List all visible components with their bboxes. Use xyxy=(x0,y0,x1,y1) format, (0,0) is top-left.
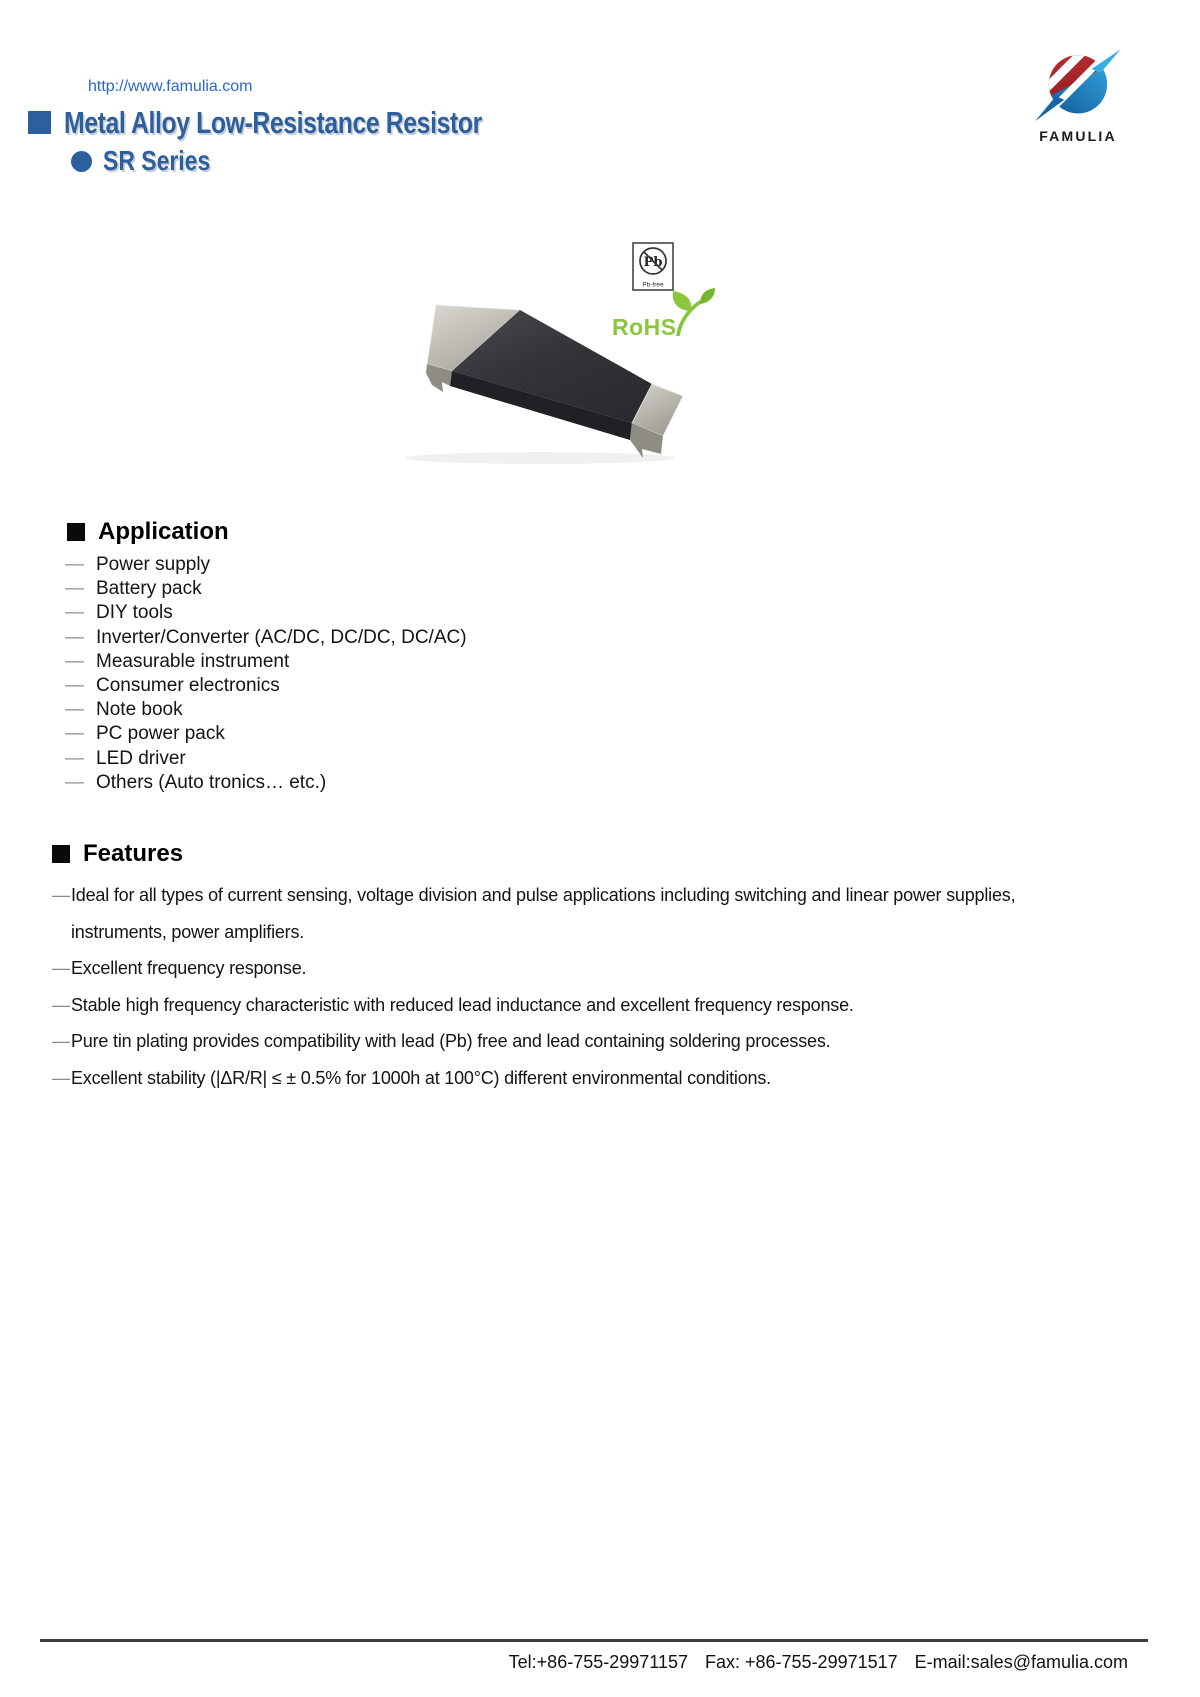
features-heading-row xyxy=(52,840,1047,868)
dash-bullet-icon: — xyxy=(65,747,84,769)
application-item: — Inverter/Converter (AC/DC, DC/DC, DC/AC) xyxy=(62,626,467,650)
application-item: — Note book xyxy=(62,698,467,722)
footer-fax: Fax: +86-755-29971517 xyxy=(705,1652,898,1672)
series-title-row xyxy=(71,145,234,177)
dash-bullet-icon: — xyxy=(52,1067,70,1088)
application-item: — Battery pack xyxy=(62,577,467,601)
application-section xyxy=(62,518,467,795)
application-heading-row xyxy=(67,518,467,546)
footer-divider xyxy=(40,1639,1148,1642)
application-heading: Application xyxy=(98,518,229,545)
dash-bullet-icon: — xyxy=(65,626,84,648)
application-item: — Others (Auto tronics… etc.) xyxy=(62,771,467,795)
application-item: — Power supply xyxy=(62,553,467,577)
footer-email[interactable]: E-mail:sales@famulia.com xyxy=(914,1652,1128,1672)
pb-free-icon xyxy=(632,242,674,292)
famulia-logo-icon xyxy=(1034,50,1122,122)
dash-bullet-icon: — xyxy=(65,554,84,575)
brand-name: FAMULIA xyxy=(1039,128,1117,144)
footer-tel: Tel:+86-755-29971157 xyxy=(508,1652,688,1672)
rohs-label: RoHS xyxy=(612,314,677,340)
dash-bullet-icon: — xyxy=(65,578,84,600)
square-bullet-icon xyxy=(28,111,51,134)
application-item: — PC power pack xyxy=(62,722,467,746)
dash-bullet-icon: — xyxy=(65,674,84,696)
features-heading: Features xyxy=(83,840,184,867)
application-item: — DIY tools xyxy=(62,601,467,625)
dash-bullet-icon: — xyxy=(52,885,70,905)
footer-contact xyxy=(0,1652,1148,1673)
dash-bullet-icon: — xyxy=(65,771,84,793)
rohs-leaf-icon xyxy=(670,288,716,336)
feature-item: — Excellent stability (|ΔR/R| ≤ ± 0.5% for 1000h at 100°C) different environmental conditions. xyxy=(52,1060,1047,1097)
application-list xyxy=(62,553,467,795)
dash-bullet-icon: — xyxy=(65,723,84,745)
dash-bullet-icon: — xyxy=(65,699,84,721)
series-title: SR Series xyxy=(103,145,211,176)
dash-bullet-icon: — xyxy=(52,958,70,978)
dash-bullet-icon: — xyxy=(52,1031,70,1051)
svg-text:Pb: Pb xyxy=(643,255,663,270)
application-item: — Measurable instrument xyxy=(62,650,467,674)
feature-item: — Ideal for all types of current sensing, voltage division and pulse applications including switching and linear power supplies, instruments, power amplifiers. xyxy=(52,877,1047,950)
page-title: Metal Alloy Low-Resistance Resistor xyxy=(64,105,482,140)
section-square-icon xyxy=(67,523,85,541)
document-title-row xyxy=(28,105,586,141)
application-item: — Consumer electronics xyxy=(62,674,467,698)
dash-bullet-icon: — xyxy=(65,650,84,672)
feature-item: — Stable high frequency characteristic with reduced lead inductance and excellent frequency response. xyxy=(52,987,1047,1024)
section-square-icon xyxy=(52,845,70,863)
features-list xyxy=(52,877,1047,1096)
features-section xyxy=(52,840,1047,1096)
application-item: — LED driver xyxy=(62,747,467,771)
svg-text:Pb-free: Pb-free xyxy=(642,281,664,289)
company-logo xyxy=(1032,50,1124,144)
rohs-badge xyxy=(612,288,722,344)
dash-bullet-icon: — xyxy=(65,602,84,624)
site-url-link[interactable]: http://www.famulia.com xyxy=(88,78,253,95)
feature-item: — Pure tin plating provides compatibility with lead (Pb) free and lead containing soldering processes. xyxy=(52,1023,1047,1060)
feature-item: — Excellent frequency response. xyxy=(52,950,1047,987)
circle-bullet-icon xyxy=(71,151,92,172)
dash-bullet-icon: — xyxy=(52,994,70,1015)
